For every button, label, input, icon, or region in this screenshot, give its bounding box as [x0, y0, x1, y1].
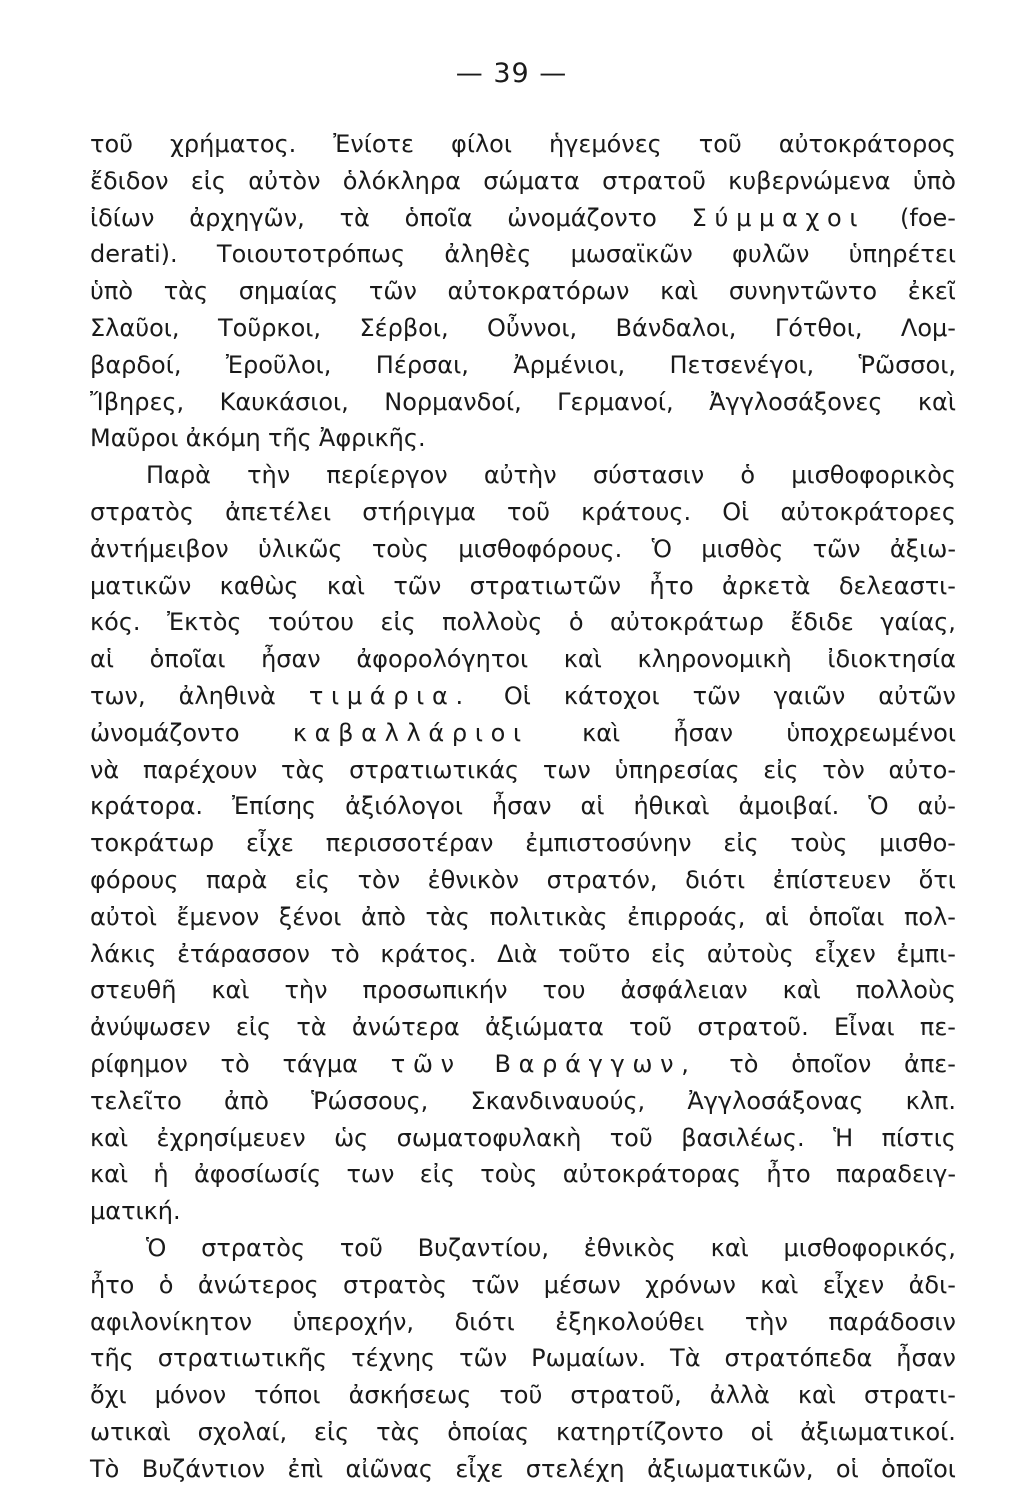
text-line: φόρους παρὰ εἰς τὸν ἐθνικὸν στρατόν, διότι ἐπίστευεν ὅτι: [90, 865, 956, 894]
text-line: ματική.: [90, 1197, 181, 1226]
text-line: ὄχι μόνον τόποι ἀσκήσεως τοῦ στρατοῦ, ἀλλὰ καὶ στρατι-: [90, 1381, 956, 1410]
text-line: derati). Τοιουτοτρόπως ἀληθὲς μωσαϊκῶν φυλῶν ὑπηρέτει: [90, 240, 956, 269]
text-line: στρατὸς ἀπετέλει στήριγμα τοῦ κράτους. Οἱ αὐτοκράτορες: [90, 497, 956, 526]
text-line: αφιλονίκητον ὑπεροχήν, διότι ἐξηκολούθει τὴν παράδοσιν: [90, 1307, 956, 1336]
text-line: ὑπὸ τὰς σημαίας τῶν αὐτοκρατόρων καὶ συνηντῶντο ἐκεῖ: [90, 277, 956, 306]
text-line: ἰδίων ἀρχηγῶν, τὰ ὁποῖα ὠνομάζοντο Σύμμαχοι (foe-: [90, 203, 956, 232]
text-line: Παρὰ τὴν περίεργον αὐτὴν σύστασιν ὁ μισθοφορικὸς: [146, 461, 956, 490]
text-line: ρίφημον τὸ τάγμα τῶν Βαράγγων, τὸ ὁποῖον ἀπε-: [90, 1049, 956, 1078]
text-line: ἔδιδον εἰς αὐτὸν ὁλόκληρα σώματα στρατοῦ κυβερνώμενα ὑπὸ: [90, 166, 956, 195]
text-line: κός. Ἐκτὸς τούτου εἰς πολλοὺς ὁ αὐτοκράτωρ ἔδιδε γαίας,: [90, 608, 956, 637]
text-line: ἦτο ὁ ἀνώτερος στρατὸς τῶν μέσων χρόνων καὶ εἶχεν ἀδι-: [90, 1270, 956, 1299]
text-line: Ἴβηρες, Καυκάσιοι, Νορμανδοί, Γερμανοί, Ἀγγλοσάξονες καὶ: [90, 387, 956, 416]
text-line: τῆς στρατιωτικῆς τέχνης τῶν Ρωμαίων. Τὰ στρατόπεδα ἦσαν: [90, 1344, 956, 1373]
text-line: των, ἀληθινὰ τιμάρια. Οἱ κάτοχοι τῶν γαιῶν αὐτῶν: [90, 681, 956, 710]
text-line: ἀνύψωσεν εἰς τὰ ἀνώτερα ἀξιώματα τοῦ στρατοῦ. Εἶναι πε-: [90, 1013, 956, 1042]
text-line: ματικῶν καθὼς καὶ τῶν στρατιωτῶν ἦτο ἀρκετὰ δελεαστι-: [90, 571, 956, 600]
text-line: ἀντήμειβον ὑλικῶς τοὺς μισθοφόρους. Ὁ μισθὸς τῶν ἀξιω-: [90, 534, 956, 563]
text-line: καὶ ἡ ἀφοσίωσίς των εἰς τοὺς αὐτοκράτορας ἦτο παραδειγ-: [90, 1160, 956, 1189]
text-line: τοκράτωρ εἶχε περισσοτέραν ἐμπιστοσύνην εἰς τοὺς μισθο-: [90, 829, 956, 858]
body-text: [90, 126, 956, 1487]
text-line: αἱ ὁποῖαι ἦσαν ἀφορολόγητοι καὶ κληρονομικὴ ἰδιοκτησία: [90, 645, 956, 674]
text-line: καὶ ἐχρησίμευεν ὡς σωματοφυλακὴ τοῦ βασιλέως. Ἡ πίστις: [90, 1123, 956, 1152]
text-line: τελεῖτο ἀπὸ Ῥώσσους, Σκανδιναυούς, Ἀγγλοσάξονας κλπ.: [90, 1086, 956, 1115]
text-line: λάκις ἐτάρασσον τὸ κράτος. Διὰ τοῦτο εἰς αὐτοὺς εἶχεν ἐμπι-: [90, 939, 956, 968]
text-line: τοῦ χρήματος. Ἐνίοτε φίλοι ἡγεμόνες τοῦ αὐτοκράτορος: [90, 130, 956, 158]
text-line: Ὁ στρατὸς τοῦ Βυζαντίου, ἐθνικὸς καὶ μισθοφορικός,: [146, 1233, 956, 1262]
text-line: Τὸ Βυζάντιον ἐπὶ αἰῶνας εἶχε στελέχη ἀξιωματικῶν, οἱ ὁποῖοι: [90, 1454, 956, 1483]
text-line: Μαῦροι ἀκόμη τῆς Ἀφρικῆς.: [90, 424, 426, 453]
text-line: βαρδοί, Ἐροῦλοι, Πέρσαι, Ἀρμένιοι, Πετσενέγοι, Ῥῶσσοι,: [90, 350, 956, 379]
text-line: ωτικαὶ σχολαί, εἰς τὰς ὁποίας κατηρτίζοντο οἱ ἀξιωματικοί.: [90, 1417, 956, 1446]
text-line: κράτορα. Ἐπίσης ἀξιόλογοι ἦσαν αἱ ἠθικαὶ ἀμοιβαί. Ὁ αὐ-: [90, 792, 956, 821]
text-line: Σλαῦοι, Τοῦρκοι, Σέρβοι, Οὖννοι, Βάνδαλοι, Γότθοι, Λομ-: [90, 313, 956, 342]
text-line: νὰ παρέχουν τὰς στρατιωτικάς των ὑπηρεσίας εἰς τὸν αὐτο-: [90, 755, 956, 784]
text-line: αὐτοὶ ἔμενον ξένοι ἀπὸ τὰς πολιτικὰς ἐπιρροάς, αἱ ὁποῖαι πολ-: [90, 902, 956, 931]
text-line: ὠνομάζοντο καβαλλάριοι καὶ ἦσαν ὑποχρεωμένοι: [90, 718, 956, 747]
page-number: — 39 —: [455, 58, 568, 89]
text-line: στευθῆ καὶ τὴν προσωπικήν του ἀσφάλειαν καὶ πολλοὺς: [90, 976, 956, 1005]
